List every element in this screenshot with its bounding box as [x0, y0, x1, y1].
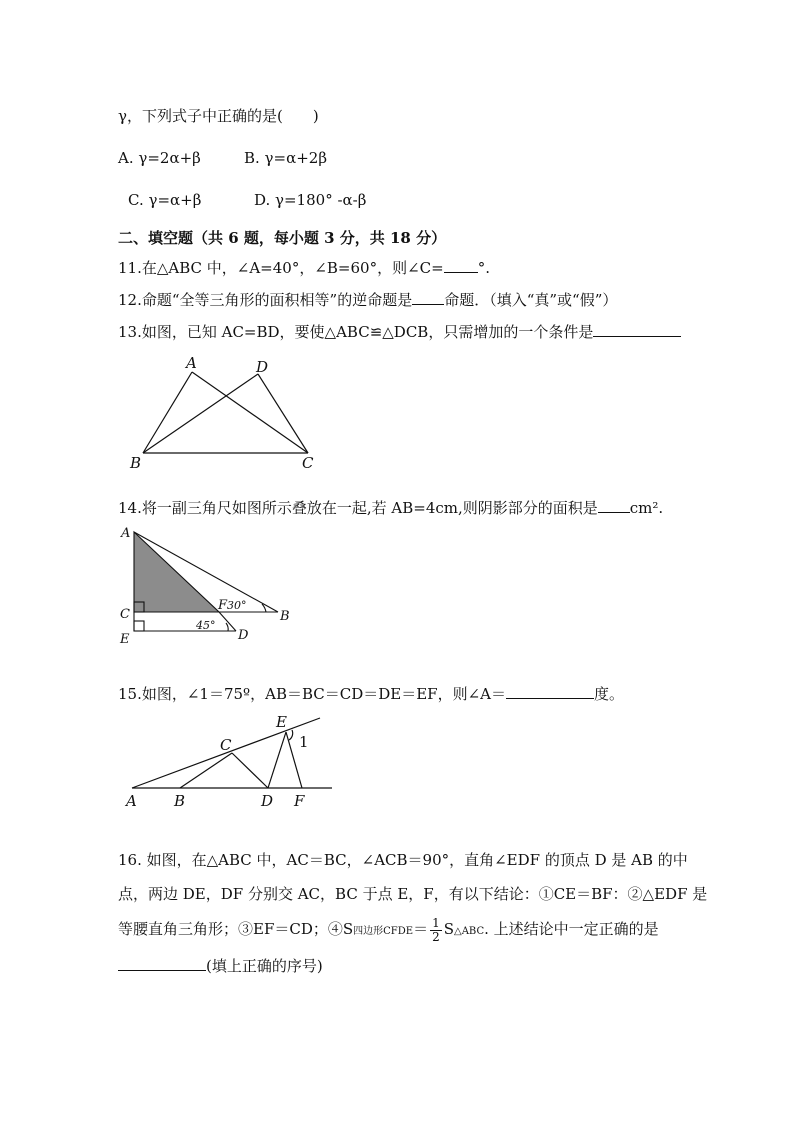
q16-frac-num: 1 [432, 915, 440, 930]
q15-suffix: 度。 [593, 685, 624, 703]
q14-answer-blank[interactable] [598, 498, 630, 513]
q15-figure [118, 710, 358, 810]
q16-text-b: . 上述结论中一定正确的是 [484, 920, 659, 938]
q15-answer-blank[interactable] [506, 684, 594, 699]
q16-line-2: 点，两边 DE，DF 分别交 AC，BC 于点 E，F，有以下结论：①CE＝BF：②△EDF 是 [118, 885, 708, 903]
q15-label-d: D [261, 792, 274, 810]
q11 [118, 258, 490, 278]
q14-label-e: E [120, 632, 130, 647]
q12 [118, 290, 617, 310]
q14-label-b: B [280, 609, 290, 624]
q12-answer-blank[interactable] [412, 290, 444, 305]
q14-label-a: A [121, 526, 131, 541]
q15-text: 15.如图，∠1＝75º，AB＝BC＝CD＝DE＝EF，则∠A＝ [118, 685, 506, 703]
q10-option-d: D. γ=180° -α-β [254, 191, 367, 209]
q16-text-a: 等腰直角三角形；③EF＝CD；④S [118, 920, 354, 938]
q14-angle-30: 30° [227, 599, 247, 612]
q14-label-c: C [120, 607, 130, 622]
q16-sub-quad: 四边形CFDE [353, 926, 414, 937]
q10-option-b: B. γ=α+2β [244, 149, 328, 167]
q14-label-d: D [238, 628, 249, 643]
q10-option-a: A. γ=2α+β [118, 149, 201, 167]
q11-suffix: °. [477, 259, 490, 277]
q16-equals: ＝ [413, 920, 429, 938]
q10-option-c: C. γ=α+β [128, 191, 202, 209]
q16-frac-den: 2 [432, 929, 440, 944]
q16-fraction [430, 917, 442, 944]
q16-line-4 [118, 956, 323, 976]
q14 [118, 498, 663, 518]
q15-label-f: F [294, 792, 305, 810]
q16-line-1: 16. 如图，在△ABC 中，AC＝BC，∠ACB＝90°，直角∠EDF 的顶点 D 是 AB 的中 [118, 851, 688, 869]
q11-text: 11.在△ABC 中，∠A=40°，∠B=60°，则∠C= [118, 259, 444, 277]
q14-text: 14.将一副三角尺如图所示叠放在一起,若 AB=4cm,则阴影部分的面积是 [118, 499, 598, 517]
q10-stem: γ，下列式子中正确的是( ) [118, 107, 319, 125]
q13-label-a: A [186, 354, 197, 372]
q11-answer-blank[interactable] [444, 258, 478, 273]
q16-suffix: (填上正确的序号) [206, 957, 323, 975]
q15-angle-1: 1 [299, 733, 309, 751]
q15-label-c: C [220, 736, 232, 754]
q15-label-e: E [276, 713, 287, 731]
q14-angle-45: 45° [196, 619, 216, 632]
q13-label-b: B [130, 454, 142, 472]
q14-suffix: cm². [629, 499, 664, 517]
q13-label-c: C [302, 454, 314, 472]
q14-figure [118, 522, 308, 652]
q13-label-d: D [256, 358, 269, 376]
q14-label-f: F [218, 598, 228, 613]
q13 [118, 322, 681, 342]
q13-figure [118, 350, 338, 480]
q16-sub-triangle: △ABC [454, 926, 485, 937]
q15-label-a: A [126, 792, 137, 810]
q15 [118, 684, 624, 704]
q16-line-3 [118, 914, 659, 947]
q12-suffix: 命题．（填入“真”或“假”） [444, 291, 618, 309]
q13-text: 13.如图，已知 AC=BD，要使△ABC≌△DCB，只需增加的一个条件是 [118, 323, 594, 341]
section-2-title: 二、填空题（共 6 题，每小题 3 分，共 18 分） [118, 229, 447, 247]
q15-label-b: B [174, 792, 186, 810]
q16-s: S [443, 920, 454, 938]
q12-text: 12.命题“全等三角形的面积相等”的逆命题是 [118, 291, 413, 309]
q13-answer-blank[interactable] [593, 322, 681, 337]
q16-answer-blank[interactable] [118, 956, 206, 971]
